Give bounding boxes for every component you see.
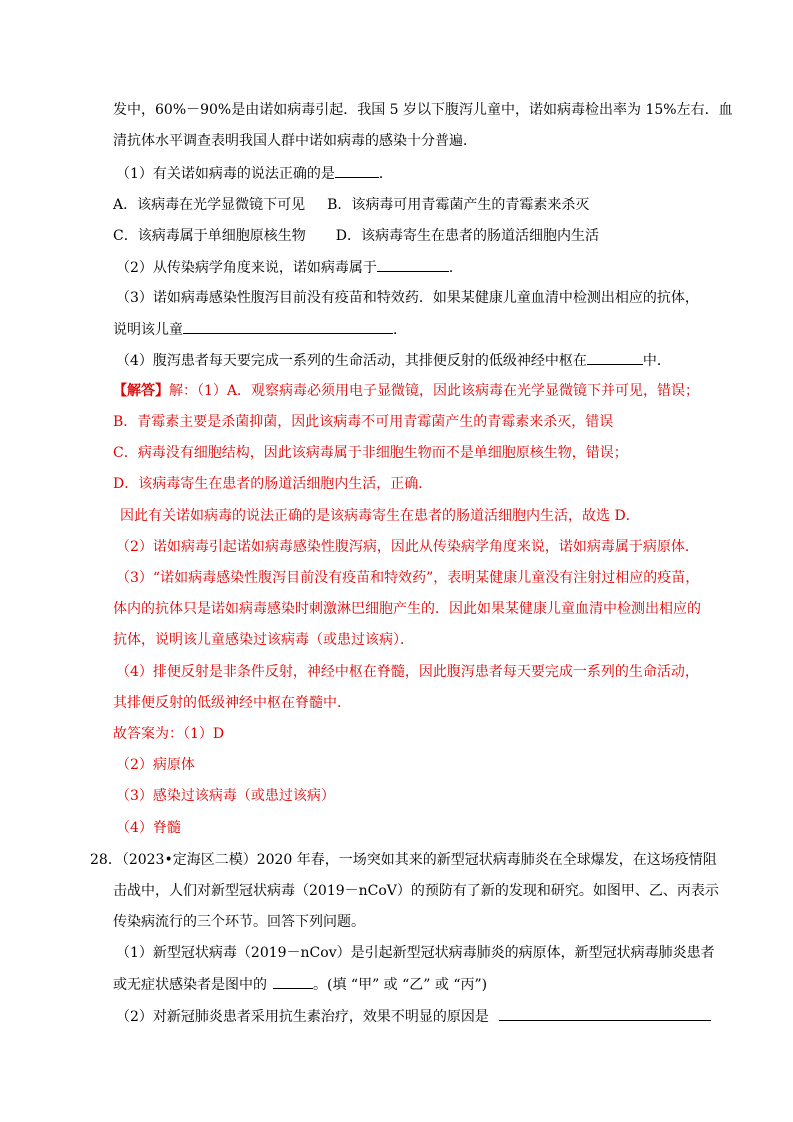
- question-28-sub1-end: 。(填 “甲” 或 “乙” 或 “丙”): [313, 977, 488, 993]
- question-2-text: （2）从传染病学角度来说，诺如病毒属于: [116, 260, 377, 276]
- option-a: A．该病毒在光学显微镜下可见: [113, 197, 306, 213]
- question-1: [116, 163, 393, 184]
- answer-line-a: [113, 381, 699, 401]
- answer-3-line-3: 抗体，说明该儿童感染过该病毒（或患过该病）．: [113, 632, 414, 648]
- question-1-text: （1）有关诺如病毒的说法正确的是: [116, 166, 335, 182]
- question-28-line-3: 传染病流行的三个环节。回答下列问题。: [113, 914, 365, 930]
- answer-d: D．该病毒寄生在患者的肠道活细胞内生活，正确．: [113, 476, 433, 492]
- question-28-sub1-line-1: （1）新型冠状病毒（2019－nCov）是引起新型冠状病毒肺炎的病原体，新型冠状病毒肺炎患者: [116, 945, 715, 961]
- answer-blank: [273, 974, 313, 989]
- answer-3-line-2: 体内的抗体只是诺如病毒感染时刺激淋巴细胞产生的．因此如果某健康儿童血清中检测出相应的: [113, 601, 701, 617]
- question-3-text: 说明该儿童: [113, 322, 183, 338]
- question-28-sub1-line-2: [113, 974, 487, 995]
- question-28-sub2: [116, 1006, 711, 1027]
- option-d: D．该病毒寄生在患者的肠道活细胞内生活: [335, 228, 599, 244]
- question-1-end: ．: [378, 166, 393, 182]
- options-cd: [113, 226, 599, 246]
- intro-line-2: 清抗体水平调查表明我国人群中诺如病毒的感染十分普遍．: [113, 133, 477, 149]
- final-answer-1: 故答案为：（1）D: [113, 726, 225, 742]
- answer-tag: 【解答】: [113, 383, 169, 399]
- question-3-end: ．: [393, 322, 407, 338]
- question-28-line-2: 击战中，人们对新型冠状病毒（2019－nCoV）的预防有了新的发现和研究。如图甲、乙、丙表示: [113, 883, 719, 899]
- answer-blank: [335, 163, 379, 178]
- answer-3-line-1: （3）“诺如病毒感染性腹泻目前没有疫苗和特效药”，表明某健康儿童没有注射过相应的疫苗，: [116, 570, 700, 586]
- answer-4-line-2: 其排便反射的低级神经中枢在脊髓中．: [113, 695, 351, 711]
- answer-conclusion: 因此有关诺如病毒的说法正确的是该病毒寄生在患者的肠道活细胞内生活，故选 D．: [120, 508, 640, 524]
- answer-blank: [183, 319, 393, 334]
- option-c: C．该病毒属于单细胞原核生物: [113, 228, 306, 244]
- question-28-sub2-text: （2）对新冠肺炎患者采用抗生素治疗，效果不明显的原因是: [116, 1009, 489, 1025]
- intro-line-1: 发中，60%－90%是由诺如病毒引起．我国 5 岁以下腹泻儿童中，诺如病毒检出率为 15%左右．血: [113, 102, 733, 118]
- question-28-sub1-text: 或无症状感染者是图中的: [113, 977, 267, 993]
- answer-a: 解：（1）A．观察病毒必须用电子显微镜，因此该病毒在光学显微镜下并可见，错误；: [169, 383, 700, 399]
- option-b: B．该病毒可用青霉菌产生的青霉素来杀灭: [327, 197, 590, 213]
- answer-2: （2）诺如病毒引起诺如病毒感染性腹泻病，因此从传染病学角度来说，诺如病毒属于病原体．: [116, 539, 699, 555]
- question-2-end: ．: [448, 260, 463, 276]
- final-answer-4: （4）脊髓: [116, 820, 181, 836]
- answer-c: C．病毒没有细胞结构，因此该病毒属于非细胞生物而不是单细胞原核生物，错误；: [113, 445, 628, 461]
- question-2: [116, 257, 463, 278]
- question-3-line-1: （3）诺如病毒感染性腹泻目前没有疫苗和特效药．如果某健康儿童血清中检测出相应的抗体，: [116, 290, 699, 306]
- question-3-line-2: [113, 319, 407, 340]
- answer-4-line-1: （4）排便反射是非条件反射，神经中枢在脊髓，因此腹泻患者每天要完成一系列的生命活动，: [116, 664, 699, 680]
- question-4: [116, 350, 671, 371]
- question-4-end: 中．: [642, 353, 671, 369]
- answer-blank: [587, 350, 643, 365]
- options-ab: [113, 195, 589, 215]
- question-4-text: （4）腹泻患者每天要完成一系列的生命活动，其排便反射的低级神经中枢在: [116, 353, 587, 369]
- final-answer-3: （3）感染过该病毒（或患过该病）: [116, 788, 335, 804]
- answer-blank: [377, 257, 449, 272]
- question-28-line-1: 28．（2023•定海区二模）2020 年春，一场突如其来的新型冠状病毒肺炎在全球爆发，在这场疫情阻: [90, 852, 717, 868]
- answer-b: B．青霉素主要是杀菌抑菌，因此该病毒不可用青霉菌产生的青霉素来杀灭，错误: [113, 414, 614, 430]
- answer-blank: [499, 1006, 711, 1021]
- final-answer-2: （2）病原体: [116, 757, 195, 773]
